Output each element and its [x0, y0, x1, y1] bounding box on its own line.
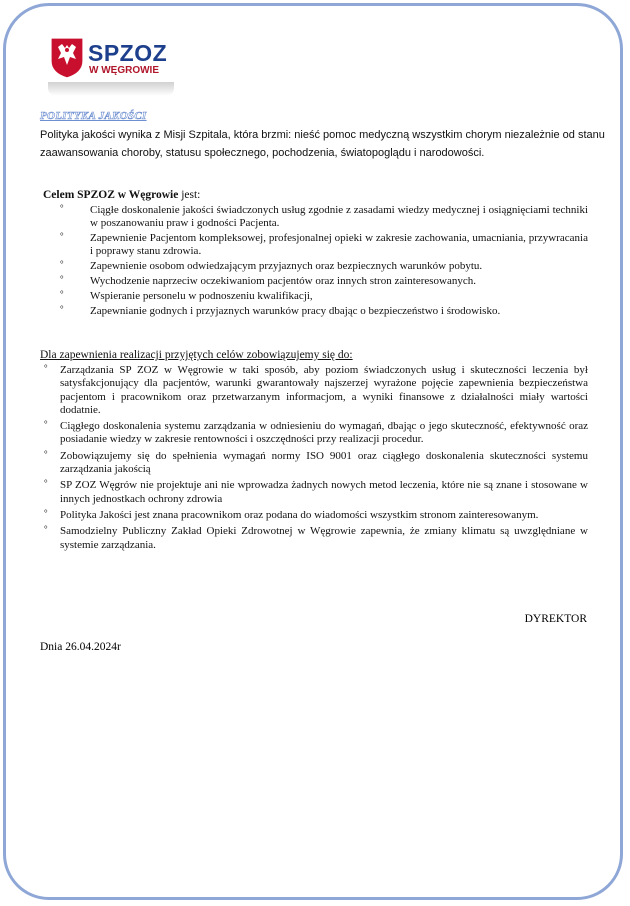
bullet-icon: °: [60, 231, 64, 241]
bullet-icon: °: [44, 524, 48, 535]
bullet-icon: °: [44, 507, 48, 518]
bullet-icon: °: [44, 478, 48, 489]
list-item: ° Polityka Jakości jest znana pracownikom oraz podana do wiadomości wszystkim stronom zainteresowanym.: [44, 507, 539, 521]
goals-heading: [43, 189, 200, 201]
bullet-icon: °: [60, 274, 64, 284]
list-item: ° Zapewnianie godnych i przyjaznych warunków pracy dbając o bezpieczeństwo i środowisko.: [60, 304, 501, 317]
intro-paragraph: Polityka jakości wynika z Misji Szpitala, która brzmi: nieść pomoc medyczną wszystkim chorym niezależnie od stanu zaawansowania choroby, statusu społecznego, pochodzenia, światopoglądu i narodowości.: [40, 129, 605, 159]
list-item: ° Wychodzenie naprzeciw oczekiwaniom pacjentów oraz innych stron zainteresowanych.: [60, 274, 477, 287]
list-item: ° Zarządzania SP ZOZ w Węgrowie w taki sposób, aby poziom świadczonych usług i skuteczności leczenia był satysfakcjonujący dla pacjentów, warunki gwarantowały najszerzej wyrażone pojęcie zapewnienia bezpieczeństwa pacjentom i pracownikom oraz przetwarzanym informacjom, a wyniki finansowe z działalności miały wartości dodatnie.: [44, 363, 588, 416]
list-item: ° Ciągłe doskonalenie jakości świadczonych usług zgodnie z zasadami wiedzy medycznej i osiągnięciami techniki w poszanowaniu praw i godności Pacjenta.: [60, 203, 588, 229]
bullet-icon: °: [60, 203, 64, 213]
list-item: ° Zapewnienie osobom odwiedzającym przyjaznych oraz bezpiecznych warunków pobytu.: [60, 259, 483, 272]
bullet-icon: °: [44, 419, 48, 430]
logo-subtitle: W WĘGROWIE: [89, 65, 159, 76]
list-item: ° Zapewnienie Pacjentom kompleksowej, profesjonalnej opieki w zakresie zachowania, umacniania, przywracania i poprawy stanu zdrowia.: [60, 231, 588, 257]
bullet-icon: °: [44, 363, 48, 373]
list-item: ° Zobowiązujemy się do spełnienia wymagań normy ISO 9001 oraz ciągłego doskonalenia skuteczności systemu zarządzania jakością: [44, 448, 588, 476]
goals-heading-rest: jest:: [178, 189, 201, 201]
list-item: ° SP ZOZ Węgrów nie projektuje ani nie wprowadza żadnych nowych metod leczenia, które nie są znane i stosowane w innych jednostkach ochrony zdrowia: [44, 478, 588, 505]
commitments-heading: Dla zapewnienia realizacji przyjętych celów zobowiązujemy się do:: [40, 349, 353, 361]
bullet-icon: °: [60, 289, 64, 299]
signature: DYREKTOR: [524, 613, 587, 625]
list-item: ° Samodzielny Publiczny Zakład Opieki Zdrowotnej w Węgrowie zapewnia, że zmiany klimatu są uwzględniane w systemie zarządzania.: [44, 524, 588, 551]
goals-list: [58, 204, 588, 320]
commitments-list: [42, 364, 588, 555]
bullet-icon: °: [60, 259, 64, 269]
page-title: POLITYKA JAKOŚCI: [40, 110, 147, 122]
document-date: Dnia 26.04.2024r: [40, 641, 121, 653]
logo-shadow: [48, 82, 174, 96]
list-item: ° Wspieranie personelu w podnoszeniu kwalifikacji,: [60, 289, 313, 302]
eagle-shield-icon: [50, 37, 84, 79]
goals-heading-bold: Celem SPZOZ w Węgrowie: [43, 189, 179, 201]
bullet-icon: °: [44, 448, 48, 459]
logo-brand: SPZOZ: [88, 40, 168, 66]
bullet-icon: °: [60, 304, 64, 314]
list-item: ° Ciągłego doskonalenia systemu zarządzania w odniesieniu do wymagań, dbając o jego skuteczność, efektywność oraz posiadanie wiedzy w zakresie rentowności i oszczędności przy realizacji procedur.: [44, 419, 588, 446]
